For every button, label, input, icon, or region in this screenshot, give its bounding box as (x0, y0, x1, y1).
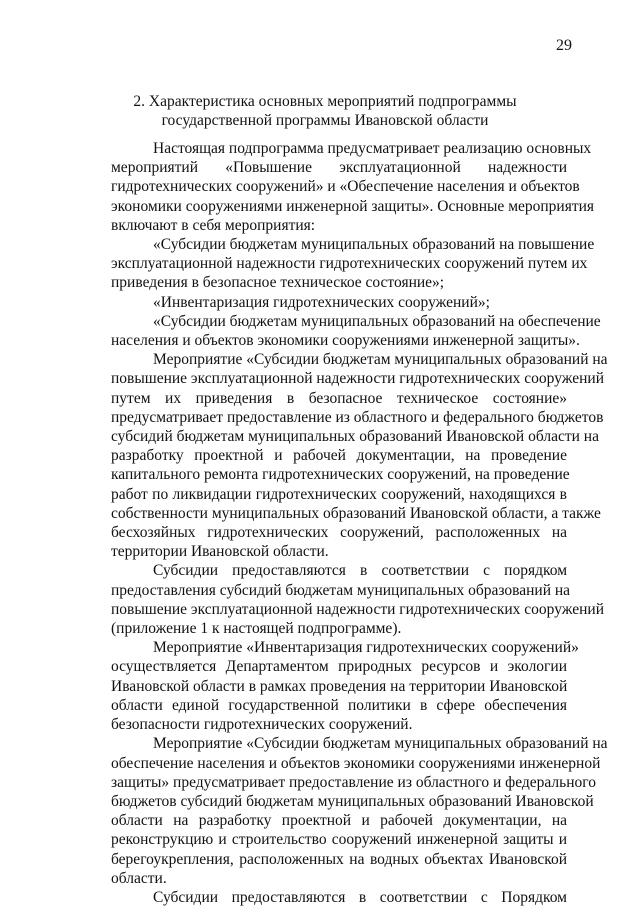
paragraph-line: приведения в безопасное техническое состояние»; (111, 274, 445, 292)
paragraph-line: населения и объектов экономики сооружениями инженерной защиты». (111, 332, 580, 350)
paragraph (111, 139, 595, 235)
paragraph-line: Мероприятие «Субсидии бюджетам муниципальных образований на (153, 351, 608, 369)
paragraph-line: бюджетов субсидий бюджетам муниципальных образований Ивановской (111, 792, 594, 810)
paragraph-line: Субсидии предоставляются в соответствии с порядком (153, 562, 567, 580)
paragraph-line: разработку проектной и рабочей документации, на проведение (111, 447, 567, 465)
paragraph-line: включают в себя мероприятия: (111, 216, 316, 234)
page-number: 29 (556, 37, 572, 54)
paragraph-line: Ивановской области в рамках проведения на территории Ивановской (111, 677, 568, 695)
paragraph-line: (приложение 1 к настоящей подпрограмме). (111, 620, 402, 638)
paragraph-line: предусматривает предоставление из областного и федерального бюджетов (111, 408, 604, 426)
paragraph (111, 312, 601, 350)
section-heading-line: государственной программы Ивановской области (161, 112, 489, 129)
paragraph-line: путем их приведения в безопасное техническое состояние» (111, 389, 567, 407)
paragraph-line: Мероприятие «Субсидии бюджетам муниципальных образований на (153, 735, 608, 753)
paragraph-line: работ по ликвидации гидротехнических сооружений, находящихся в (111, 485, 567, 503)
paragraph-line: собственности муниципальных образований Ивановской области, а также (111, 504, 601, 522)
paragraph-line: осуществляется Департаментом природных ресурсов и экологии (111, 658, 567, 676)
paragraph-line: субсидий бюджетам муниципальных образований Ивановской области на (111, 428, 599, 446)
paragraph-line: эксплуатационной надежности гидротехнических сооружений путем их (111, 255, 588, 273)
paragraph-line: берегоукрепления, расположенных на водных объектах Ивановской (111, 850, 567, 868)
paragraph-line: бесхозяйных гидротехнических сооружений, расположенных на (111, 524, 567, 542)
document-body (111, 139, 608, 907)
paragraph-line: Мероприятие «Инвентаризация гидротехнических сооружений» (153, 639, 579, 657)
paragraph (111, 235, 595, 293)
paragraph-line: обеспечение населения и объектов экономики сооружениями инженерной (111, 754, 601, 772)
paragraph (111, 561, 605, 638)
paragraph-line: экономики сооружениями инженерной защиты». Основные мероприятия (111, 197, 595, 215)
paragraph-line: «Субсидии бюджетам муниципальных образований на обеспечение (153, 312, 601, 330)
paragraph-line: защиты» предусматривает предоставление из областного и федерального (111, 773, 596, 791)
paragraph (111, 888, 567, 907)
paragraph-line: «Субсидии бюджетам муниципальных образований на повышение (153, 236, 595, 254)
paragraph-line: гидротехнических сооружений» и «Обеспечение населения и объектов (111, 178, 580, 196)
paragraph (111, 734, 608, 888)
section-heading-line: 2. Характеристика основных мероприятий подпрограммы (133, 93, 517, 110)
section-heading (111, 92, 539, 130)
paragraph-line: области единой государственной политики в сфере обеспечения (111, 696, 567, 714)
paragraph-line: безопасности гидротехнических сооружений. (111, 716, 413, 734)
paragraph-line: области на разработку проектной и рабочей документации, на (111, 812, 567, 830)
paragraph-line: Настоящая подпрограмма предусматривает реализацию основных (153, 140, 592, 157)
paragraph (111, 638, 579, 734)
paragraph-line: «Инвентаризация гидротехнических сооружений»; (153, 293, 490, 311)
paragraph-line: предоставления субсидий бюджетам муниципальных образований на (111, 581, 571, 599)
paragraph-line: капитального ремонта гидротехнических сооружений, на проведение (111, 466, 570, 484)
paragraph-line: территории Ивановской области. (111, 543, 329, 561)
paragraph-line: повышение эксплуатационной надежности гидротехнических сооружений (111, 600, 605, 618)
paragraph (111, 350, 608, 561)
paragraph (111, 293, 567, 312)
paragraph-line: мероприятий «Повышение эксплуатационной надежности (111, 159, 567, 177)
paragraph-line: Субсидии предоставляются в соответствии с Порядком (153, 888, 567, 906)
paragraph-line: области. (111, 869, 167, 887)
paragraph-line: повышение эксплуатационной надежности гидротехнических сооружений (111, 370, 605, 388)
paragraph-line: реконструкцию и строительство сооружений инженерной защиты и (111, 831, 567, 849)
